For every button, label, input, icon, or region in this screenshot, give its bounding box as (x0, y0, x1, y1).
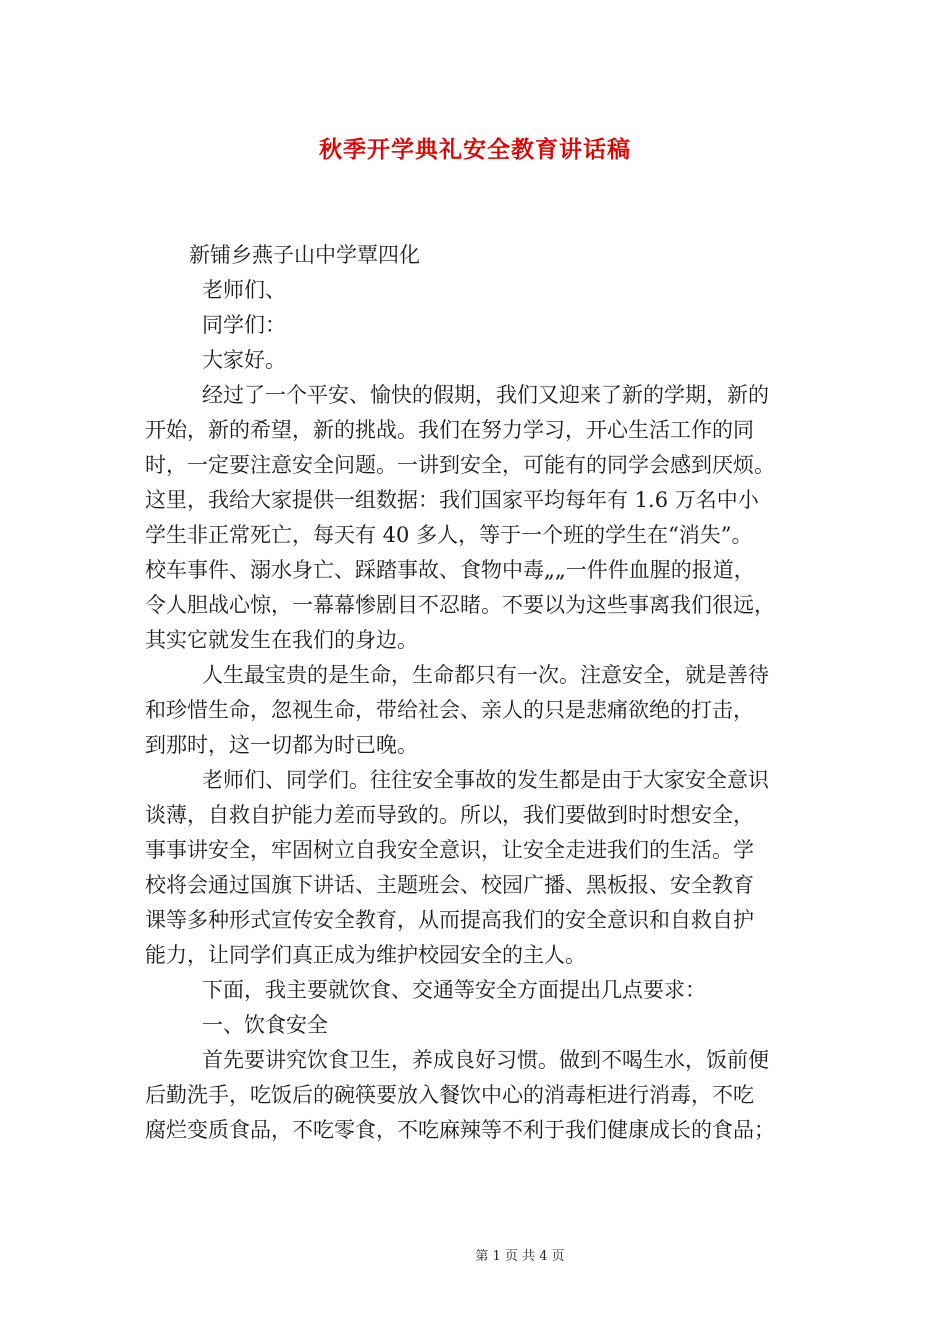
page-footer: 第 1 页 共 4 页 (475, 1249, 565, 1264)
author-line: 新铺乡燕子山中学覃四化 (189, 243, 420, 267)
text-line: 其实它就发生在我们的身边。 (145, 628, 418, 652)
text-line: 老师们、 (202, 278, 286, 302)
text-line: 课等多种形式宣传安全教育，从而提高我们的安全意识和自救自护 (145, 908, 754, 932)
text-line: 大家好。 (202, 348, 286, 372)
text-line: 经过了一个平安、愉快的假期，我们又迎来了新的学期，新的 (202, 383, 769, 407)
document-body (145, 238, 820, 1148)
text-line: 腐烂变质食品，不吃零食，不吃麻辣等不利于我们健康成长的食品； (145, 1118, 775, 1142)
text-line: 事事讲安全，牢固树立自我安全意识，让安全走进我们的生活。学 (145, 838, 754, 862)
text-line: 和珍惜生命，忽视生命，带给社会、亲人的只是悲痛欲绝的打击， (145, 698, 754, 722)
document-title: 秋季开学典礼安全教育讲话稿 (319, 136, 631, 163)
text-line: 令人胆战心惊，一幕幕惨剧目不忍睹。不要以为这些事离我们很远， (145, 593, 775, 617)
text-line: 老师们、同学们。往往安全事故的发生都是由于大家安全意识 (202, 768, 769, 792)
text-line: 人生最宝贵的是生命，生命都只有一次。注意安全，就是善待 (202, 663, 769, 687)
text-line: 下面，我主要就饮食、交通等安全方面提出几点要求： (202, 978, 706, 1002)
text-line: 到那时，这一切都为时已晚。 (145, 733, 418, 757)
text-line: 一、饮食安全 (202, 1013, 328, 1037)
text-line: 谈薄，自救自护能力差而导致的。所以，我们要做到时时想安全， (145, 803, 754, 827)
text-line: 校将会通过国旗下讲话、主题班会、校园广播、黑板报、安全教育 (145, 873, 754, 897)
text-line: 校车事件、溺水身亡、踩踏事故、食物中毒„„一件件血腥的报道， (145, 558, 755, 582)
text-line: 同学们： (202, 313, 286, 337)
text-line: 后勤洗手，吃饭后的碗筷要放入餐饮中心的消毒柜进行消毒，不吃 (145, 1083, 754, 1107)
text-line: 能力，让同学们真正成为维护校园安全的主人。 (145, 943, 586, 967)
paragraph-lines (145, 273, 820, 1148)
text-line: 时，一定要注意安全问题。一讲到安全，可能有的同学会感到厌烦。 (145, 453, 775, 477)
text-line: 开始，新的希望，新的挑战。我们在努力学习，开心生活工作的同 (145, 418, 754, 442)
text-line: 首先要讲究饮食卫生，养成良好习惯。做到不喝生水，饭前便 (202, 1048, 769, 1072)
text-line: 这里，我给大家提供一组数据：我们国家平均每年有 1.6 万名中小 (145, 488, 759, 512)
text-line: 学生非正常死亡，每天有 40 多人，等于一个班的学生在“消失”。 (145, 523, 753, 547)
